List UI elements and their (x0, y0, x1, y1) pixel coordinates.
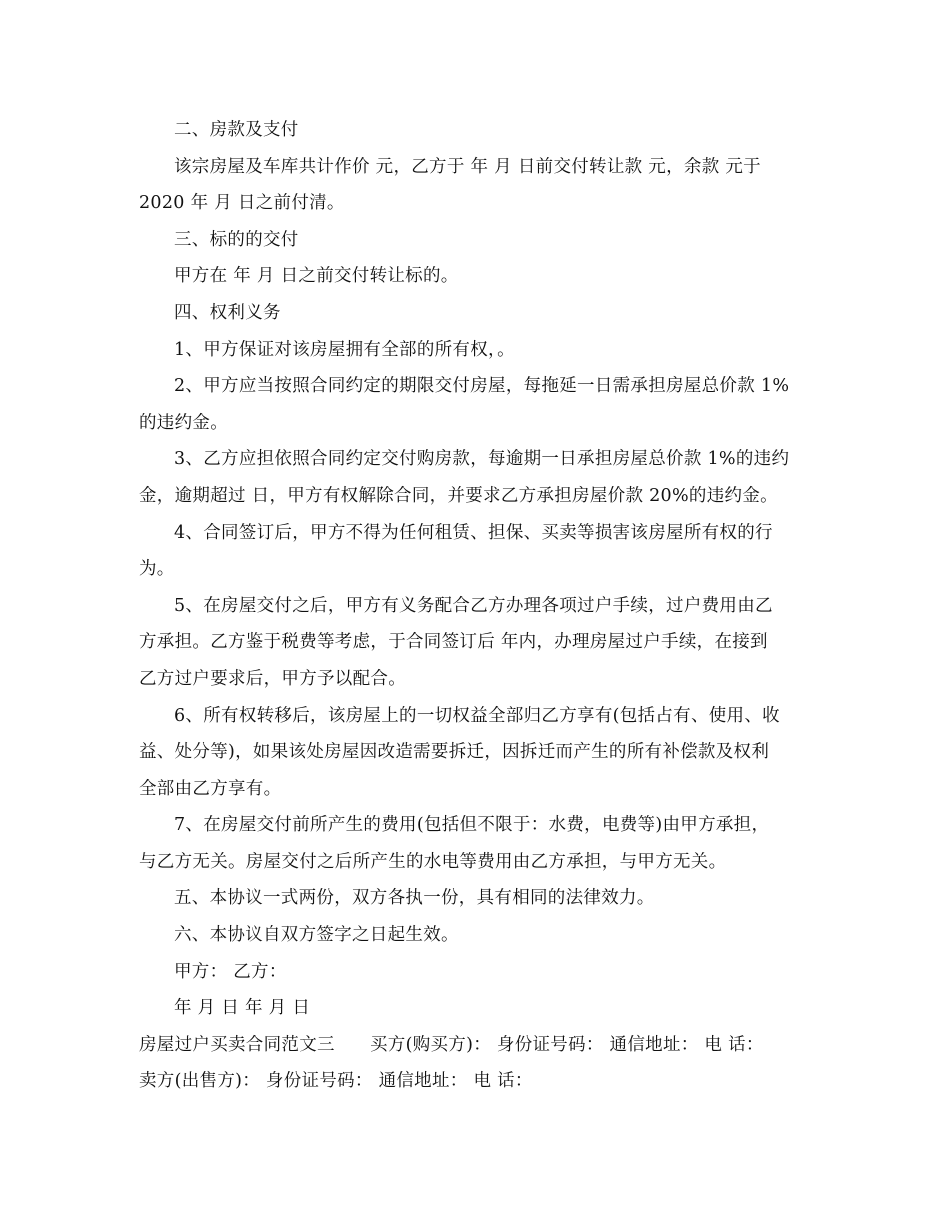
paragraph-line: 该宗房屋及车库共计作价 元，乙方于 年 月 日前交付转让款 元，余款 元于 (174, 156, 761, 177)
clause-6: 6、所有权转移后，该房屋上的一切权益全部归乙方享有(包括占有、使用、收 (174, 705, 780, 726)
section-heading-effective: 六、本协议自双方签字之日起生效。 (174, 925, 459, 946)
contract-title-and-buyer-info: 房屋过户买卖合同范文三 买方(购买方)： 身份证号码： 通信地址： 电 话： (139, 1034, 764, 1055)
section-heading-payment: 二、房款及支付 (174, 120, 299, 140)
paragraph-line: 甲方在 年 月 日之前交付转让标的。 (174, 266, 459, 287)
paragraph-line: 的违约金。 (139, 412, 228, 433)
paragraph-line: 金，逾期超过 日，甲方有权解除合同，并要求乙方承担房屋价款 20%的违约金。 (139, 485, 778, 506)
paragraph-line: 与乙方无关。房屋交付之后所产生的水电等费用由乙方承担，与甲方无关。 (139, 851, 727, 872)
clause-1: 1、甲方保证对该房屋拥有全部的所有权，。 (174, 339, 515, 360)
clause-4: 4、合同签订后，甲方不得为任何租赁、担保、买卖等损害该房屋所有权的行 (174, 522, 773, 543)
section-heading-copies: 五、本协议一式两份，双方各执一份，具有相同的法律效力。 (174, 888, 655, 909)
clause-7: 7、在房屋交付前所产生的费用(包括但不限于：水费，电费等)由甲方承担， (174, 815, 770, 836)
clause-5: 5、在房屋交付之后，甲方有义务配合乙方办理各项过户手续，过户费用由乙 (174, 595, 773, 616)
section-heading-delivery: 三、标的的交付 (174, 229, 299, 250)
paragraph-line: 益、处分等)，如果该处房屋因改造需要拆迁，因拆迁而产生的所有补偿款及权利 (139, 742, 770, 763)
clause-3: 3、乙方应担依照合同约定交付购房款，每逾期一日承担房屋总价款 1%的违约 (174, 449, 790, 470)
signature-parties: 甲方： 乙方： (174, 961, 287, 982)
paragraph-line: 2020 年 月 日之前付清。 (139, 193, 345, 214)
paragraph-line: 乙方过户要求后，甲方予以配合。 (139, 668, 406, 689)
signature-dates: 年 月 日 年 月 日 (174, 998, 311, 1019)
paragraph-line: 全部由乙方享有。 (139, 778, 282, 799)
document-body (139, 112, 819, 1100)
paragraph-line: 为。 (139, 559, 175, 580)
clause-2: 2、甲方应当按照合同约定的期限交付房屋，每拖延一日需承担房屋总价款 1% (174, 376, 790, 397)
paragraph-line: 方承担。乙方鉴于税费等考虑，于合同签订后 年内，办理房屋过户手续，在接到 (139, 632, 768, 653)
seller-info: 卖方(出售方)： 身份证号码： 通信地址： 电 话： (139, 1071, 533, 1092)
section-heading-rights: 四、权利义务 (174, 302, 281, 323)
